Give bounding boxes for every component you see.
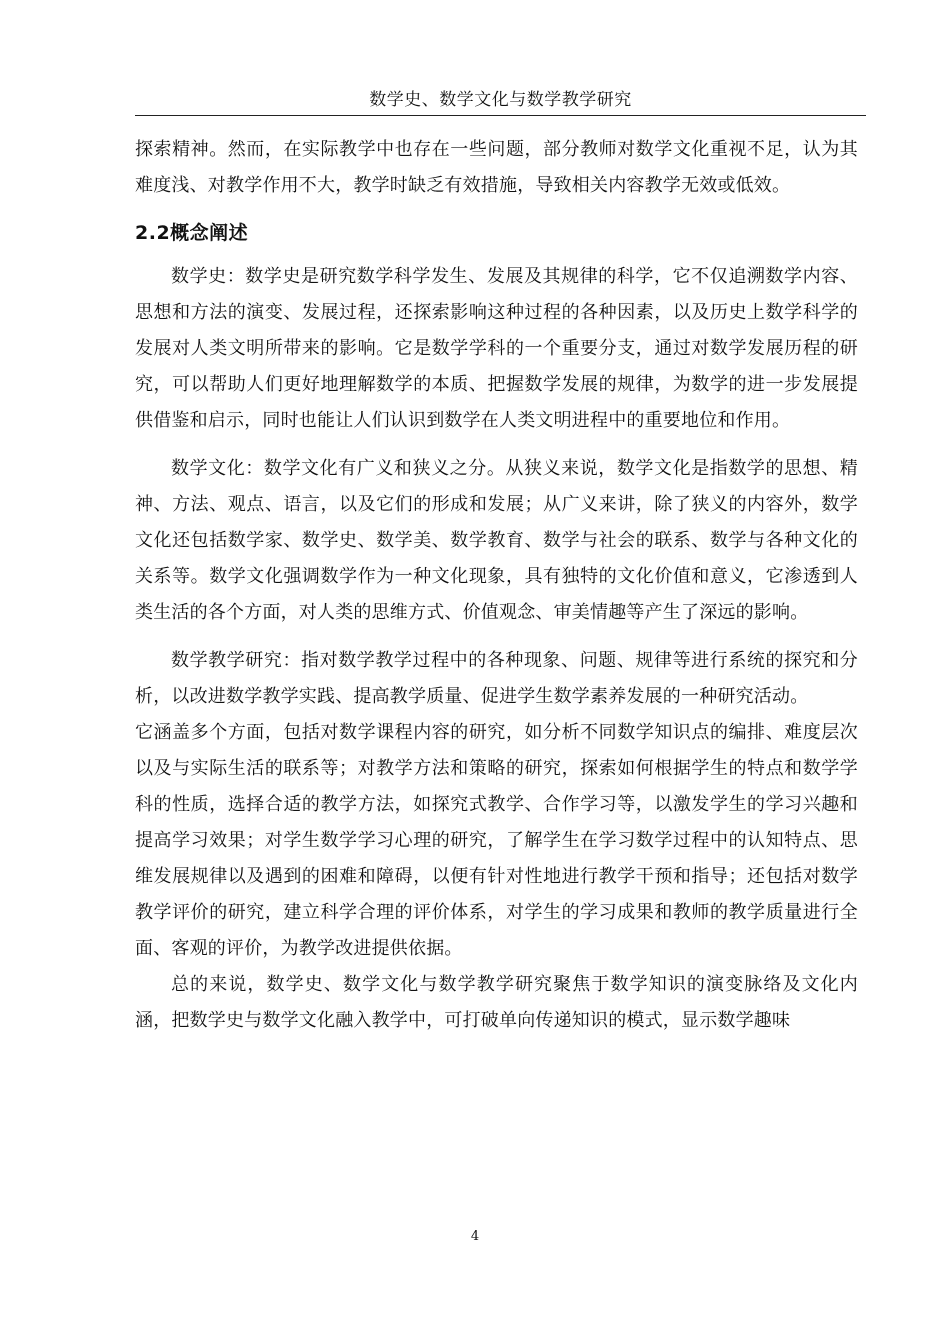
section-heading: 2.2概念阐述	[135, 222, 249, 244]
paragraph-math-culture: 数学文化：数学文化有广义和狭义之分。从狭义来说，数学文化是指数学的思想、精神、方法、观点、语言，以及它们的形成和发展；从广义来讲，除了狭义的内容外，数学文化还包括数学家、数学史、数学美、数学教育、数学与社会的联系、数学与各种文化的关系等。数学文化强调数学作为一种文化现象，具有独特的文化价值和意义，它渗透到人类生活的各个方面，对人类的思维方式、价值观念、审美情趣等产生了深远的影响。	[135, 458, 858, 623]
body-text	[135, 132, 858, 1039]
page-number: 4	[470, 1229, 480, 1244]
running-header-title: 数学史、数学文化与数学教学研究	[369, 90, 632, 110]
paragraph-math-history: 数学史：数学史是研究数学科学发生、发展及其规律的科学，它不仅追溯数学内容、思想和方法的演变、发展过程，还探索影响这种过程的各种因素，以及历史上数学科学的发展对人类文明所带来的影响。它是数学学科的一个重要分支，通过对数学发展历程的研究，可以帮助人们更好地理解数学的本质、把握数学发展的规律，为数学的进一步发展提供借鉴和启示，同时也能让人们认识到数学在人类文明进程中的重要地位和作用。	[135, 266, 858, 431]
paragraph-math-teaching-research: 数学教学研究：指对数学教学过程中的各种现象、问题、规律等进行系统的探究和分析，以改进数学教学实践、提高教学质量、促进学生数学素养发展的一种研究活动。	[135, 650, 858, 707]
carryover-paragraph: 探索精神。然而，在实际教学中也存在一些问题，部分教师对数学文化重视不足，认为其难度浅、对教学作用不大，教学时缺乏有效措施，导致相关内容教学无效或低效。	[135, 139, 858, 196]
paragraph-research-scope: 它涵盖多个方面，包括对数学课程内容的研究，如分析不同数学知识点的编排、难度层次以及与实际生活的联系等；对教学方法和策略的研究，探索如何根据学生的特点和数学学科的性质，选择合适的教学方法，如探究式教学、合作学习等，以激发学生的学习兴趣和提高学习效果；对学生数学学习心理的研究，了解学生在学习数学过程中的认知特点、思维发展规律以及遇到的困难和障碍，以便有针对性地进行教学干预和指导；还包括对数学教学评价的研究，建立科学合理的评价体系，对学生的学习成果和教师的教学质量进行全面、客观的评价，为教学改进提供依据。	[135, 722, 858, 959]
header-divider	[135, 115, 866, 116]
paragraph-summary: 总的来说，数学史、数学文化与数学教学研究聚焦于数学知识的演变脉络及文化内涵，把数学史与数学文化融入教学中，可打破单向传递知识的模式，显示数学趣味	[135, 974, 858, 1031]
